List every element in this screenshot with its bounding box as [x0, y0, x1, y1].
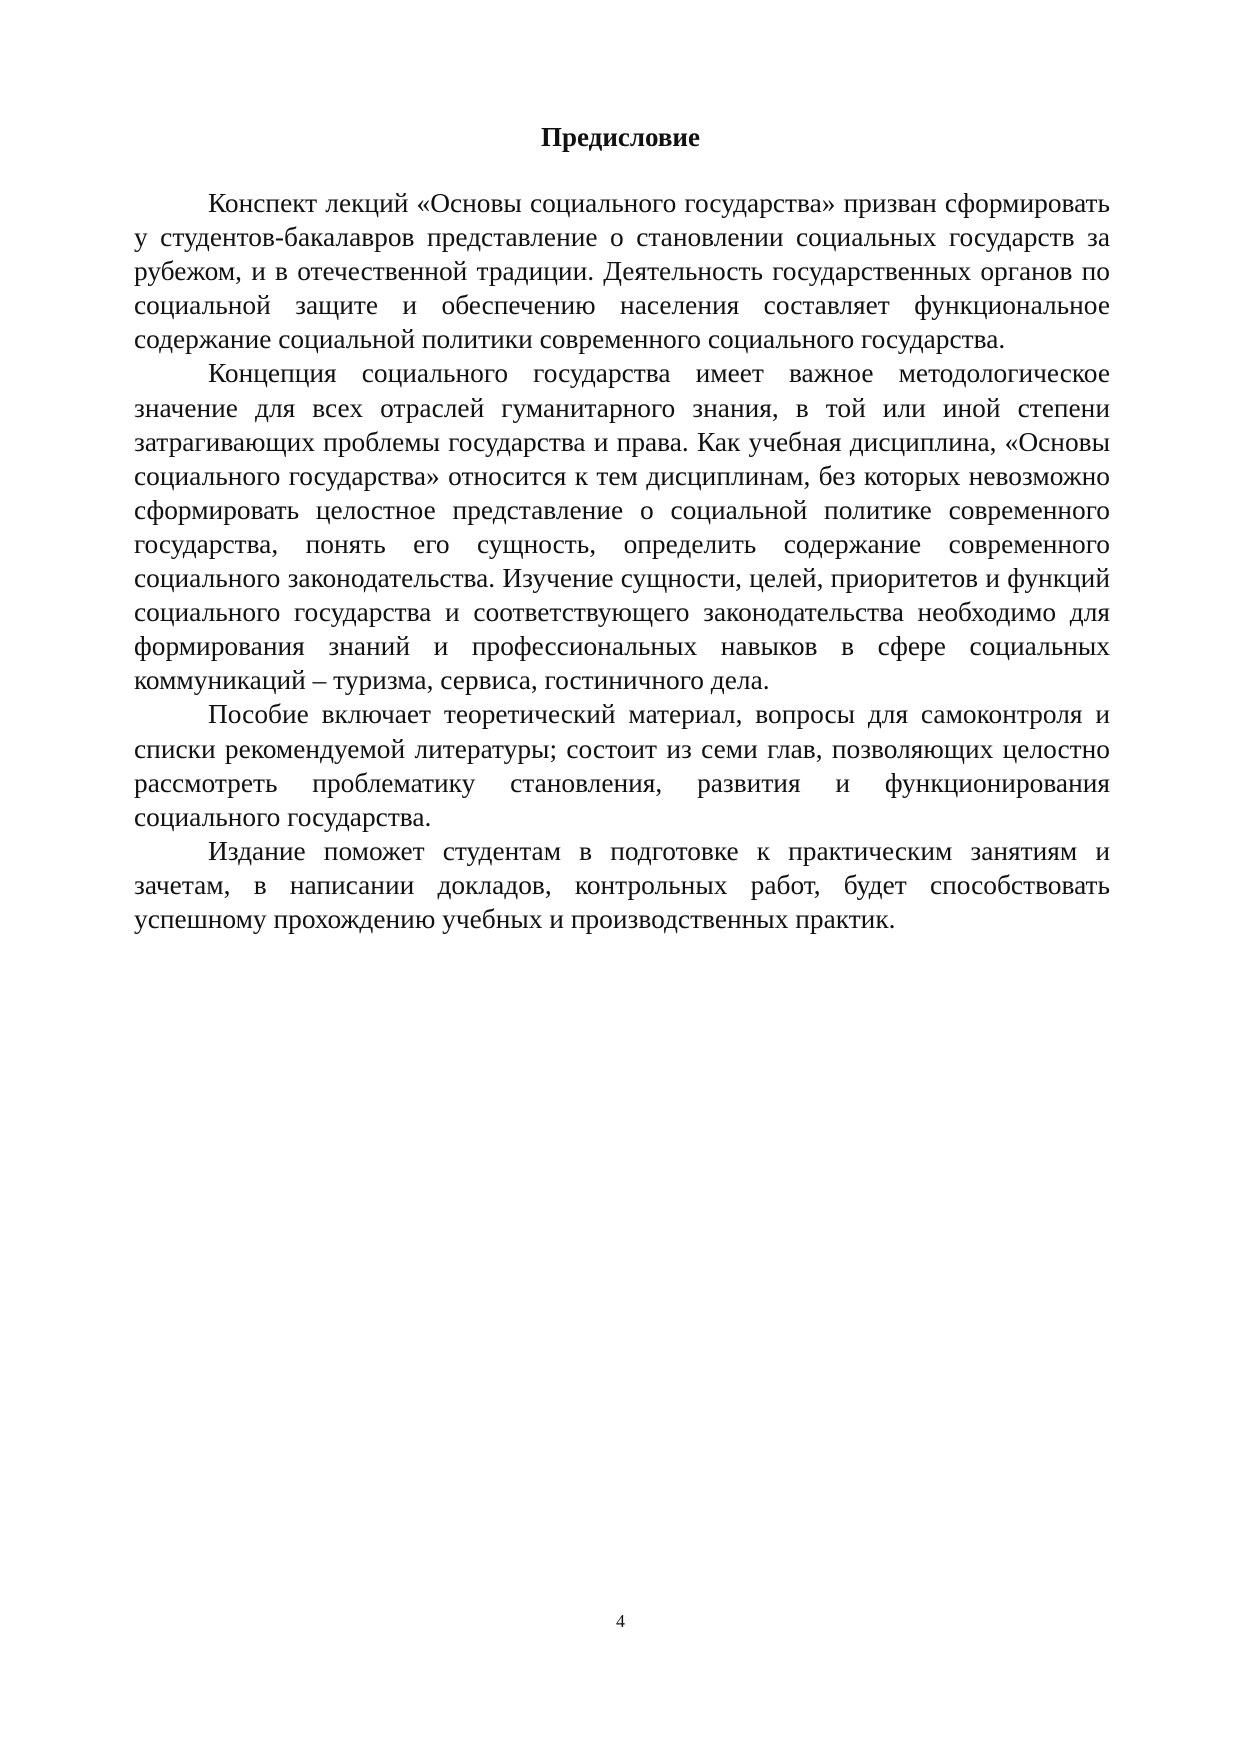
paragraph-4: Издание поможет студентам в подготовке к практическим занятиям и зачетам, в написании докладов, контрольных работ, будет способствовать успешному прохождению учебных и производственных практик.: [134, 835, 1110, 934]
paragraph-3: Пособие включает теоретический материал, вопросы для самоконтроля и списки рекомендуемой литературы; состоит из семи глав, позволяющих целостно рассмотреть проблематику становления, развития и функционирования социального государства.: [134, 699, 1110, 832]
page-number: 4: [616, 1611, 625, 1631]
paragraph-1: Конспект лекций «Основы социального государства» призван сформировать у студентов-бакалавров представление о становлении социальных государств за рубежом, и в отечественной традиции. Деятельность государственных органов по социальной защите и обеспечению населения составляет функциональное содержание социальной политики современного социального государства.: [134, 188, 1110, 355]
preface-body: [134, 186, 1110, 936]
paragraph-2: Концепция социального государства имеет важное методологическое значение для всех отраслей гуманитарного знания, в той или иной степени затрагивающих проблемы государства и права. Как учебная дисциплина, «Основы социального государства» относится к тем дисциплинам, без которых невозможно сформировать целостное представление о социальной политике современного государства, понять его сущность, определить содержание современного социального законодательства. Изучение сущности, целей, приоритетов и функций социального государства и соответствующего законодательства необходимо для формирования знаний и профессиональных навыков в сфере социальных коммуникаций – туризма, сервиса, гостиничного дела.: [134, 358, 1110, 696]
page-title: Предисловие: [541, 122, 700, 152]
